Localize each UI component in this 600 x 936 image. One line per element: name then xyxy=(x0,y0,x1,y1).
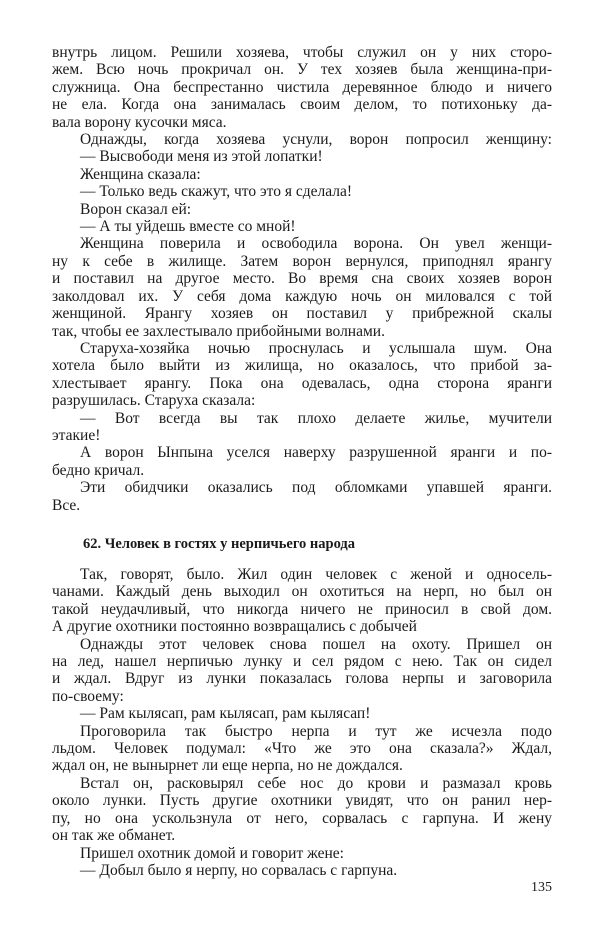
text-line: Однажды, когда хозяева уснули, ворон попросил женщину: xyxy=(80,131,552,149)
text-line: Так, говорят, было. Жил один человек с женой и односель- xyxy=(80,566,552,583)
text-line: хлестывает ярангу. Пока она одевалась, одна сторона яранги xyxy=(52,374,552,392)
text-line: такой неудачливый, что никогда ничего не приносил в свой дом. xyxy=(52,600,552,618)
text-line: на лед, нашел нерпичью лунку и сел рядом с нею. Так он сидел xyxy=(52,653,552,671)
text-line: хотела было выйти из жилища, но оказалось, что прибой за- xyxy=(52,357,552,375)
text-line: и ждал. Вдруг из лунки показалась голова нерпы и заговорила xyxy=(52,670,552,688)
text-line: льдом. Человек подумал: «Что же это она сказала?» Ждал, xyxy=(52,740,552,758)
text-line: А ворон Ынпына уселся наверху разрушенной яранги и по- xyxy=(80,444,552,462)
story-ending-text xyxy=(52,44,552,514)
text-line: по-своему: xyxy=(52,687,124,705)
text-line: Все. xyxy=(52,496,81,514)
text-line: так, чтобы ее захлестывало прибойными волнами. xyxy=(52,322,385,340)
text-line: заколдовал их. У себя дома каждую ночь он миловался с той xyxy=(52,287,552,305)
text-line: внутрь лицом. Решили хозяева, чтобы служил он у них сторо- xyxy=(52,44,552,61)
text-line: служница. Она беспрестанно чистила деревянное блюдо и ничего xyxy=(52,78,552,96)
story-text xyxy=(52,566,552,879)
text-line: он так же обманет. xyxy=(52,827,176,845)
text-line: А другие охотники постоянно возвращались с добычей xyxy=(52,618,417,636)
text-line: чанами. Каждый день выходил он охотиться на нерп, но был он xyxy=(52,583,552,601)
text-line: жем. Всю ночь прокричал он. У тех хозяев была женщина-при- xyxy=(52,61,552,79)
text-line: вала ворону кусочки мяса. xyxy=(52,113,227,131)
text-line: Проговорила так быстро нерпа и тут же исчезла подо xyxy=(80,722,552,740)
text-line: женщиной. Ярангу хозяев он поставил у прибрежной скалы xyxy=(52,305,552,323)
text-line: ну к себе в жилище. Затем ворон вернулся, приподнял ярангу xyxy=(52,252,552,270)
text-line: Женщина поверила и освободила ворона. Он увел женщи- xyxy=(80,235,552,253)
text-line: — Вот всегда вы так плохо делаете жилье, мучители xyxy=(80,409,552,427)
text-line: Встал он, расковырял себе нос до крови и размазал кровь xyxy=(80,774,552,792)
text-line: около лунки. Пусть другие охотники увидят, что он ранил нер- xyxy=(52,792,552,810)
text-line: Ворон сказал ей: xyxy=(80,200,192,218)
text-line: — Высвободи меня из этой лопатки! xyxy=(80,148,323,166)
text-line: бедно кричал. xyxy=(52,461,145,479)
text-line: ждал он, не вынырнет ли еще нерпа, но не дождался. xyxy=(52,757,403,775)
text-line: Женщина сказала: xyxy=(80,165,201,183)
text-line: этакие! xyxy=(52,426,101,444)
text-line: — А ты уйдешь вместе со мной! xyxy=(80,218,296,236)
text-line: разрушилась. Старуха сказала: xyxy=(52,392,256,410)
text-line: Эти обидчики оказались под обломками упавшей яранги. xyxy=(80,479,552,497)
text-line: Пришел охотник домой и говорит жене: xyxy=(80,844,344,862)
text-line: — Только ведь скажут, что это я сделала! xyxy=(80,183,353,201)
text-line: Старуха-хозяйка ночью проснулась и услышала шум. Она xyxy=(80,339,552,357)
text-line: — Рам кылясап, рам кылясап, рам кылясап! xyxy=(80,705,371,723)
text-line: Однажды этот человек снова пошел на охоту. Пришел он xyxy=(80,635,552,653)
text-line: пу, но она ускользнула от него, сорвалась с гарпуна. И жену xyxy=(52,809,552,827)
section-title: 62. Человек в гостях у нерпичьего народа xyxy=(83,536,356,552)
text-line: не ела. Когда она занималась своим делом, то потихоньку да- xyxy=(52,96,552,114)
text-line: и поставил на другое место. Во время сна своих хозяев ворон xyxy=(52,270,552,288)
page-number: 135 xyxy=(531,880,552,895)
text-line: — Добыл было я нерпу, но сорвалась с гарпуна. xyxy=(80,861,398,879)
